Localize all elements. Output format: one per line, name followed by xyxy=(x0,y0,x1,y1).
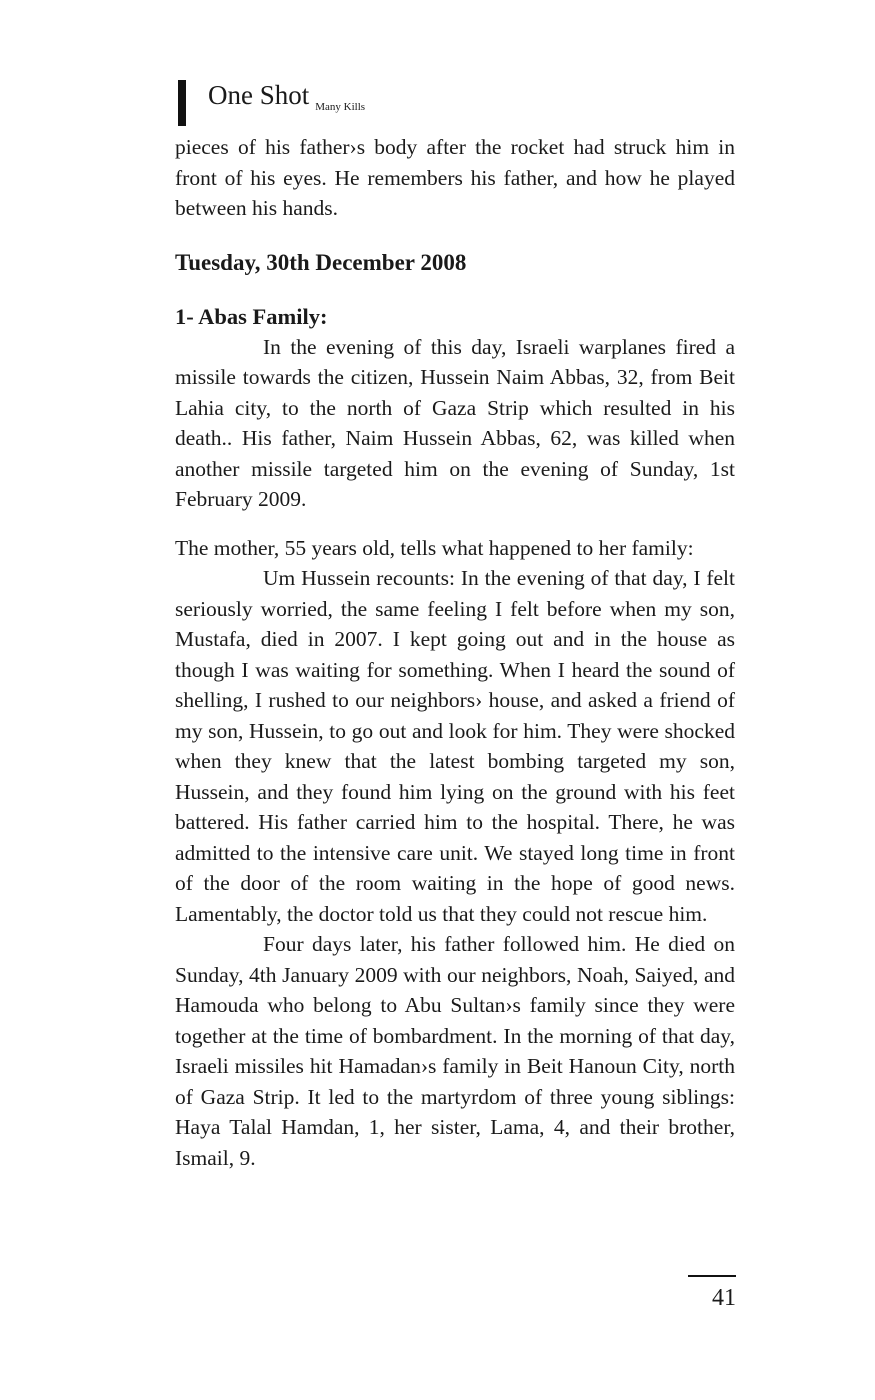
book-title: One Shot xyxy=(208,80,310,110)
paragraph-4: Four days later, his father followed him. He died on Sunday, 4th January 2009 with our neighbors, Noah, Saiyed, and Hamouda who belong to Abu Sultan›s family since they were together at the time of bombardment. In the morning of that day, Israeli missiles hit Hamadan›s family in Beit Hanoun City, north of Gaza Strip. It led to the martyrdom of three young siblings: Haya Talal Hamdan, 1, her sister, Lama, 4, and their brother, Ismail, 9. xyxy=(175,932,735,1170)
page-body xyxy=(175,132,735,1173)
footer-rule xyxy=(688,1275,736,1277)
running-header xyxy=(178,78,365,126)
continuation-paragraph: pieces of his father›s body after the rocket had struck him in front of his eyes. He remembers his father, and how he played between his hands. xyxy=(175,135,735,220)
book-subtitle: Many Kills xyxy=(315,101,366,113)
page-number: 41 xyxy=(712,1285,736,1311)
paragraph-3: Um Hussein recounts: In the evening of that day, I felt seriously worried, the same feeling I felt before when my son, Mustafa, died in 2007. I kept going out and in the house as though I was waiting for something. When I heard the sound of shelling, I rushed to our neighbors› house, and asked a friend of my son, Hussein, to go out and look for him. They were shocked when they knew that the latest bombing targeted my son, Hussein, and they found him lying on the ground with his feet battered. His father carried him to the hospital. There, he was admitted to the intensive care unit. We stayed long time in front of the door of the room waiting in the hope of good news. Lamentably, the doctor told us that they could not rescue him. xyxy=(175,566,735,926)
paragraph-2: The mother, 55 years old, tells what happened to her family: xyxy=(175,535,694,560)
date-heading: Tuesday, 30th December 2008 xyxy=(175,249,467,275)
section-heading: 1- Abas Family: xyxy=(175,303,328,329)
header-bar-mark xyxy=(178,80,186,126)
paragraph-1: In the evening of this day, Israeli warplanes fired a missile towards the citizen, Hussein Naim Abbas, 32, from Beit Lahia city, to the north of Gaza Strip which resulted in his death.. His father, Naim Hussein Abbas, 62, was killed when another missile targeted him on the evening of Sunday, 1st February 2009. xyxy=(175,334,735,511)
